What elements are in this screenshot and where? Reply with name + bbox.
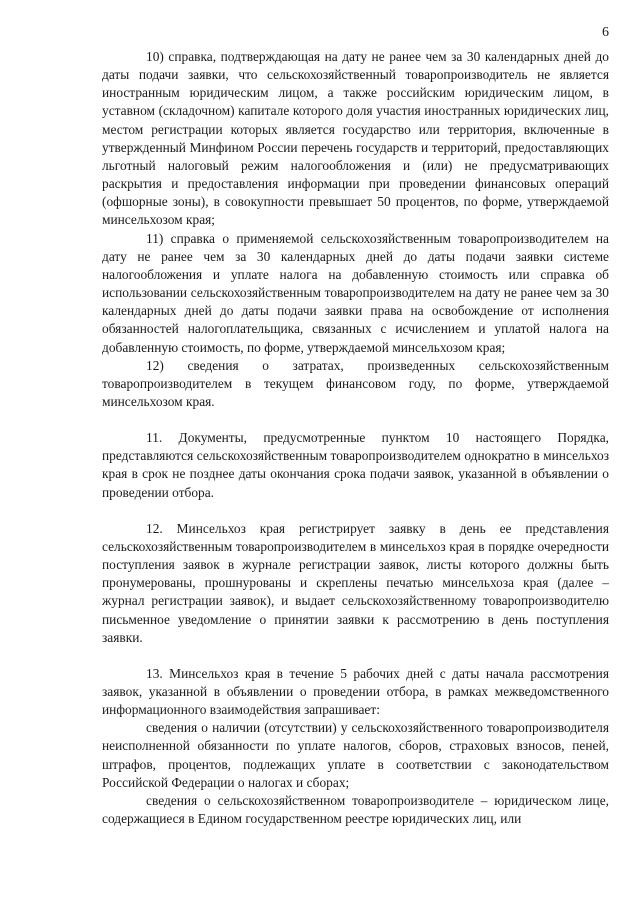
paragraph-item-12: 12) сведения о затратах, произведенных сельскохозяйственным товаропроизводителем в текущем финансовом году, по форме, утверждаемой минсельхозом края. [102, 357, 609, 409]
paragraph-point-13-b: сведения о сельскохозяйственном товаропроизводителе – юридическом лице, содержащиеся в Едином государственном реестре юридических лиц, или [102, 792, 609, 827]
paragraph-item-11: 11) справка о применяемой сельскохозяйственным товаропроизводителем на дату не ранее чем за 30 календарных дней до даты подачи заявки системе налогообложения и уплате налога на добавленную стоимость или справка об использовании сельскохозяйственным товаропроизводителем на дату не ранее чем за 30 календарных дней до даты подачи заявки права на освобождение от исполнения обязанностей налогоплательщика, связанных с исчислением и уплатой налога на добавленную стоимость, по форме, утверждаемой минсельхозом края; [102, 230, 609, 355]
paragraph-item-10: 10) справка, подтверждающая на дату не ранее чем за 30 календарных дней до даты подачи заявки, что сельскохозяйственный товаропроизводитель не является иностранным юридическим лицом, а также российским юридическим лицом, в уставном (складочном) капитале которого доля участия иностранных юридических лиц, местом регистрации которых является государство или территория, включенные в утвержденный Минфином России перечень государств и территорий, предоставляющих льготный налоговый режим налогообложения и (или) не предусматривающих раскрытия и предоставления информации при проведении финансовых операций (офшорные зоны), в совокупности превышает 50 процентов, по форме, утверждаемой минсельхозом края; [102, 49, 609, 228]
paragraph-point-11: 11. Документы, предусмотренные пунктом 10 настоящего Порядка, представляются сельскохозяйственным товаропроизводителем однократно в минсельхоз края в срок не позднее даты окончания срока подачи заявок, указанной в объявлении о проведении отбора. [102, 430, 609, 500]
document-body [102, 48, 609, 828]
paragraph-point-12: 12. Минсельхоз края регистрирует заявку в день ее представления сельскохозяйственным товаропроизводителем в минсельхоз края в порядке очередности поступления заявок в журнале регистрации заявок, листы которого должны быть пронумерованы, прошнурованы и скреплены печатью минсельхоза края (далее – журнал регистрации заявок), и выдает сельскохозяйственному товаропроизводителю письменное уведомление о принятии заявки к рассмотрению в день поступления заявки. [102, 520, 609, 645]
paragraph-point-13-a: сведения о наличии (отсутствии) у сельскохозяйственного товаропроизводителя неисполненной обязанности по уплате налогов, сборов, страховых взносов, пеней, штрафов, процентов, подлежащих уплате в соответствии с законодательством Российской Федерации о налогах и сборах; [102, 720, 609, 790]
page-number: 6 [602, 25, 609, 40]
paragraph-point-13: 13. Минсельхоз края в течение 5 рабочих дней с даты начала рассмотрения заявок, указанной в объявлении о проведении отбора, в рамках межведомственного информационного взаимодействия запрашивает: [102, 665, 609, 718]
